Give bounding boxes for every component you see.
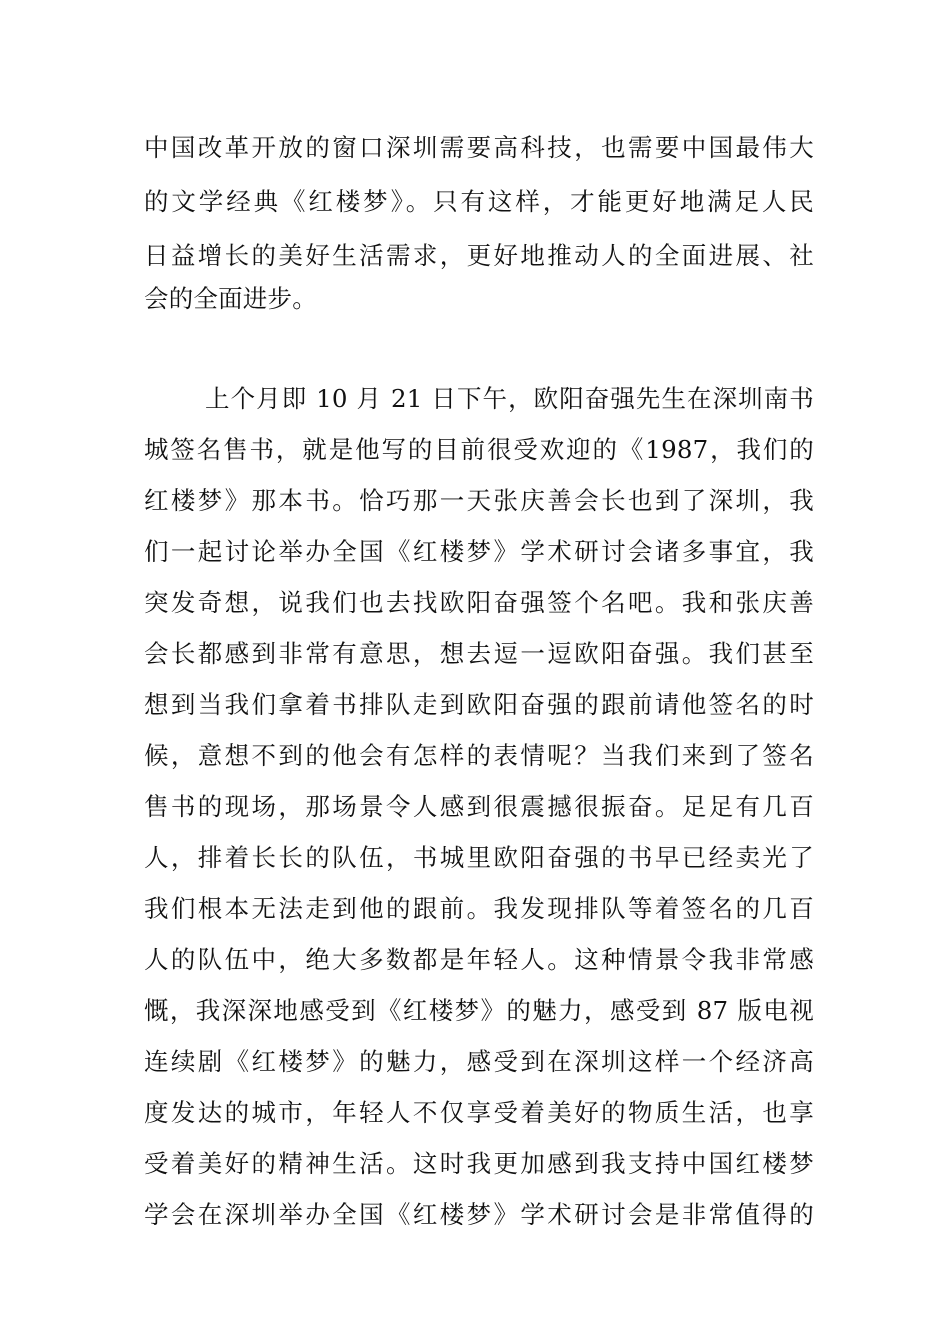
text-line: 慨，我深深地感受到《红楼梦》的魅力，感受到 87 版电视 [144,996,814,1025]
text-line: 我们根本无法走到他的跟前。我发现排队等着签名的几百 [144,894,814,923]
text-line: 会长都感到非常有意思，想去逗一逗欧阳奋强。我们甚至 [144,639,814,668]
text-line: 日益增长的美好生活需求，更好地推动人的全面进展、社 [144,241,814,270]
text-line: 度发达的城市，年轻人不仅享受着美好的物质生活，也享 [144,1098,814,1127]
text-line: 人的队伍中，绝大多数都是年轻人。这种情景令我非常感 [144,945,814,974]
text-line: 连续剧《红楼梦》的魅力，感受到在深圳这样一个经济高 [144,1047,814,1076]
text-line: 会的全面进步。 [144,284,317,313]
text-line: 城签名售书，就是他写的目前很受欢迎的《1987，我们的 [144,435,814,464]
text-line: 想到当我们拿着书排队走到欧阳奋强的跟前请他签名的时 [144,690,814,719]
text-line: 售书的现场，那场景令人感到很震撼很振奋。足足有几百 [144,792,814,821]
text-line: 红楼梦》那本书。恰巧那一天张庆善会长也到了深圳，我 [144,486,814,515]
text-line: 上个月即 10 月 21 日下午，欧阳奋强先生在深圳南书 [205,384,814,413]
text-line: 突发奇想，说我们也去找欧阳奋强签个名吧。我和张庆善 [144,588,814,617]
text-line: 学会在深圳举办全国《红楼梦》学术研讨会是非常值得的 [144,1200,814,1229]
text-line: 受着美好的精神生活。这时我更加感到我支持中国红楼梦 [144,1149,814,1178]
text-line: 们一起讨论举办全国《红楼梦》学术研讨会诸多事宜，我 [144,537,814,566]
text-line: 的文学经典《红楼梦》。只有这样，才能更好地满足人民 [144,187,814,216]
text-line: 候，意想不到的他会有怎样的表情呢？当我们来到了签名 [144,741,814,770]
text-line: 中国改革开放的窗口深圳需要高科技，也需要中国最伟大 [144,133,814,162]
text-line: 人，排着长长的队伍，书城里欧阳奋强的书早已经卖光了 [144,843,814,872]
